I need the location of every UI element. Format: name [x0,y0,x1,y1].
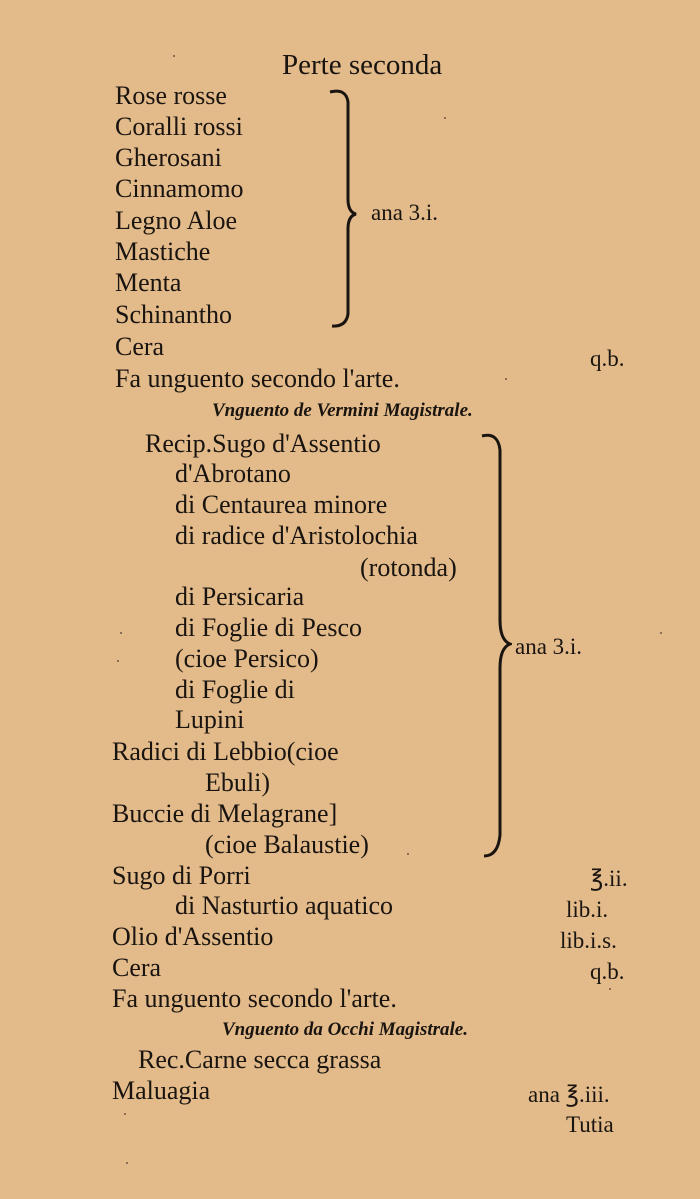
ingredient-line: Schinantho [115,300,232,329]
ingredient-line: Legno Aloe [115,206,238,235]
ingredient-line: Sugo di Porri [112,861,251,890]
paper-speck [505,378,507,380]
ingredient-line: (cioe Balaustie) [205,830,369,859]
quantity-label: q.b. [590,959,625,984]
ingredient-line: Tutia [566,1112,614,1137]
ingredient-line: Coralli rossi [115,112,243,141]
ingredient-line: di Foglie di [175,675,295,704]
ingredient-line: (cioe Persico) [175,644,319,673]
dose-label: ana 3.i. [371,200,439,225]
ingredient-line: (rotonda) [360,553,457,582]
ingredient-line: Olio d'Assentio [112,922,274,951]
ingredient-line: di Centaurea minore [175,490,388,519]
ingredient-line: Rose rosse [115,81,227,110]
paper-speck [609,988,611,990]
ingredient-line: Ebuli) [205,768,270,797]
dose-label: ana 3.i. [515,634,583,659]
ingredient-line: Menta [115,268,182,297]
ingredient-line: Cera [112,953,162,982]
ingredient-line: Gherosani [115,143,222,172]
ingredient-line: Buccie di Melagrane] [112,799,338,828]
section-heading: Vnguento da Occhi Magistrale. [222,1019,468,1040]
paper-speck [660,632,662,634]
ingredient-line: di Persicaria [175,582,305,611]
instruction-line: Fa unguento secondo l'arte. [115,364,400,393]
ingredient-line: Lupini [175,705,245,734]
section-heading: Vnguento de Vermini Magistrale. [212,400,473,421]
ingredient-line: Recip.Sugo d'Assentio [145,429,381,458]
quantity-label: lib.i. [566,897,609,922]
brace-icon [480,430,512,870]
paper-speck [120,632,122,634]
paper-speck [126,1162,128,1164]
ingredient-line: Rec.Carne secca grassa [138,1045,382,1074]
paper-speck [173,55,175,57]
ingredient-line: Cera [115,332,165,361]
ingredient-line: Maluagia [112,1076,211,1105]
paper-speck [117,660,119,662]
ingredient-line: d'Abrotano [175,459,291,488]
quantity-label: lib.i.s. [560,928,617,953]
brace-icon [328,84,358,334]
paper-speck [444,117,446,119]
ingredient-line: Cinnamomo [115,174,244,203]
quantity-label: q.b. [590,346,625,371]
ingredient-line: di Nasturtio aquatico [175,891,394,920]
quantity-label: ℥.ii. [590,866,628,891]
instruction-line: Fa unguento secondo l'arte. [112,984,397,1013]
quantity-label: ana ℥.iii. [528,1082,610,1107]
ingredient-line: di Foglie di Pesco [175,613,363,642]
ingredient-line: di radice d'Aristolochia [175,521,418,550]
ingredient-line: Mastiche [115,237,211,266]
paper-speck [124,1113,126,1115]
ingredient-line: Radici di Lebbio(cioe [112,737,339,766]
page-title: Perte seconda [282,49,443,81]
paper-speck [407,853,409,855]
